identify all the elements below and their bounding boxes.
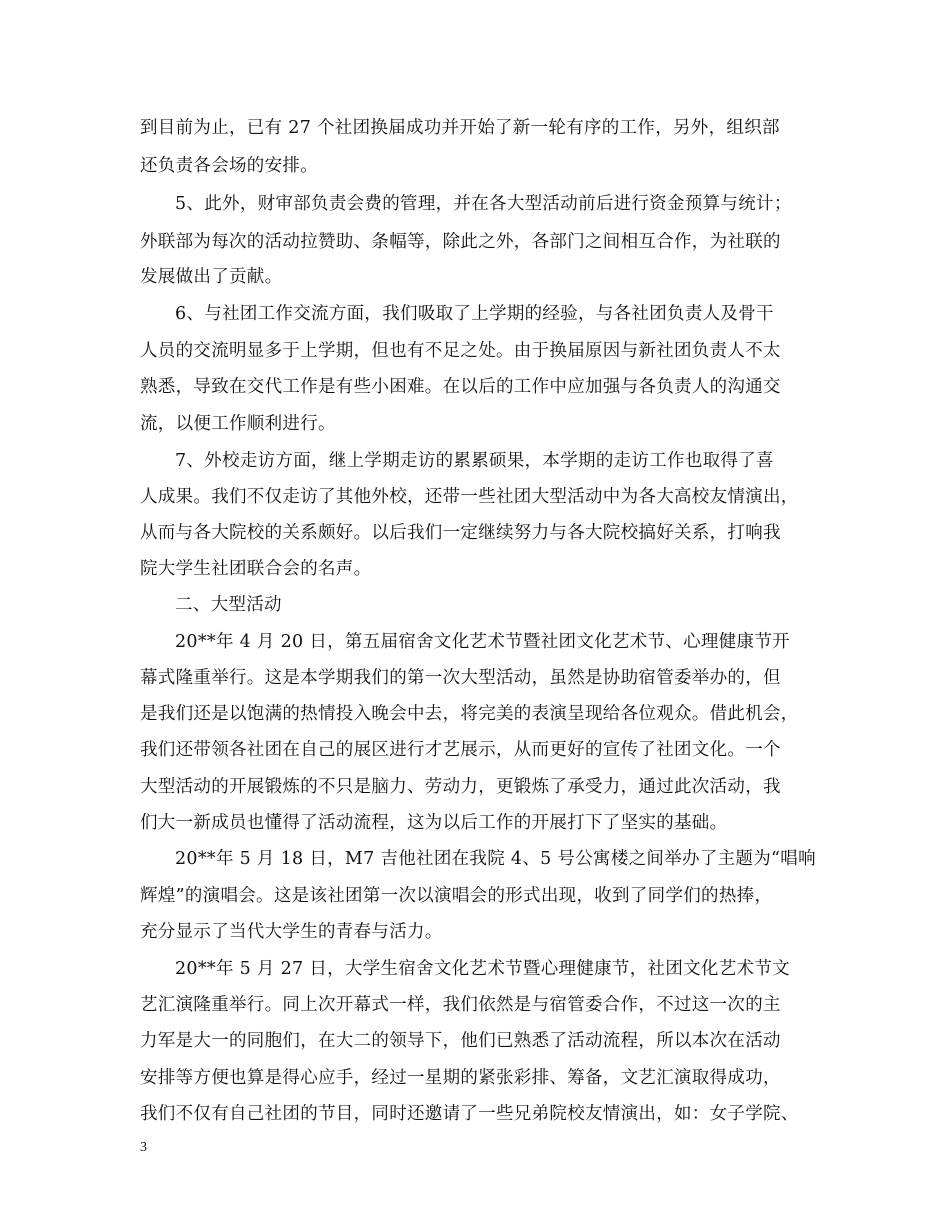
body-line: 院大学生社团联合会的名声。: [140, 559, 372, 579]
body-line: 我们不仅有自己社团的节目，同时还邀请了一些兄弟院校友情演出，如：女子学院、: [140, 1104, 799, 1124]
body-line: 幕式隆重举行。这是本学期我们的第一次大型活动，虽然是协助宿管委举办的，但: [140, 668, 781, 688]
body-line: 辉煌”的演唱会。这是该社团第一次以演唱会的形式出现，收到了同学们的热捧，: [140, 886, 773, 906]
body-line: 艺汇演隆重举行。同上次开幕式一样，我们依然是与宿管委合作，不过这一次的主: [140, 995, 781, 1015]
body-line: 们大一新成员也懂得了活动流程，这为以后工作的开展打下了坚实的基础。: [140, 813, 728, 833]
activity-2-line: 20**年 5 月 18 日，M7 吉他社团在我院 4、5 号公寓楼之间举办了主题为“唱响: [175, 849, 816, 869]
paragraph-7-line: 7、外校走访方面，继上学期走访的累累硕果，本学期的走访工作也取得了喜: [175, 451, 774, 471]
activity-3-line: 20**年 5 月 27 日，大学生宿舍文化艺术节暨心理健康节，社团文化艺术节文: [175, 959, 790, 979]
body-line: 熟悉，导致在交代工作是有些小困难。在以后的工作中应加强与各负责人的沟通交: [140, 377, 781, 397]
body-line: 流，以便工作顺利进行。: [140, 414, 336, 434]
paragraph-6-line: 6、与社团工作交流方面，我们吸取了上学期的经验，与各社团负责人及骨干: [175, 304, 774, 324]
body-line: 人员的交流明显多于上学期，但也有不足之处。由于换届原因与新社团负责人不太: [140, 341, 781, 361]
body-line: 发展做出了贡献。: [140, 267, 283, 287]
section-heading: 二、大型活动: [175, 595, 282, 615]
activity-1-line: 20**年 4 月 20 日，第五届宿舍文化艺术节暨社团文化艺术节、心理健康节开: [175, 632, 790, 652]
body-line: 还负责各会场的安排。: [140, 156, 318, 176]
body-line: 安排等方便也算是得心应手，经过一星期的紧张彩排、筹备，文艺汇演取得成功，: [140, 1068, 781, 1088]
body-line: 到目前为止，已有 27 个社团换届成功并开始了新一轮有序的工作，另外，组织部: [140, 118, 780, 138]
body-line: 大型活动的开展锻炼的不只是脑力、劳动力，更锻炼了承受力，通过此次活动，我: [140, 777, 781, 797]
body-line: 人成果。我们不仅走访了其他外校，还带一些社团大型活动中为各大高校友情演出，: [140, 487, 799, 507]
body-line: 力军是大一的同胞们，在大二的领导下，他们已熟悉了活动流程，所以本次在活动: [140, 1031, 781, 1051]
paragraph-5-line: 5、此外，财审部负责会费的管理，并在各大型活动前后进行资金预算与统计；: [175, 194, 792, 214]
body-line: 是我们还是以饱满的热情投入晚会中去，将完美的表演呈现给各位观众。借此机会，: [140, 704, 799, 724]
body-line: 我们还带领各社团在自己的展区进行才艺展示，从而更好的宣传了社团文化。一个: [140, 740, 781, 760]
body-line: 外联部为每次的活动拉赞助、条幅等，除此之外，各部门之间相互合作，为社联的: [140, 232, 781, 252]
body-line: 从而与各大院校的关系颇好。以后我们一定继续努力与各大院校搞好关系，打响我: [140, 523, 781, 543]
page-number: 3: [140, 1140, 147, 1155]
body-line: 充分显示了当代大学生的青春与活力。: [140, 922, 443, 942]
